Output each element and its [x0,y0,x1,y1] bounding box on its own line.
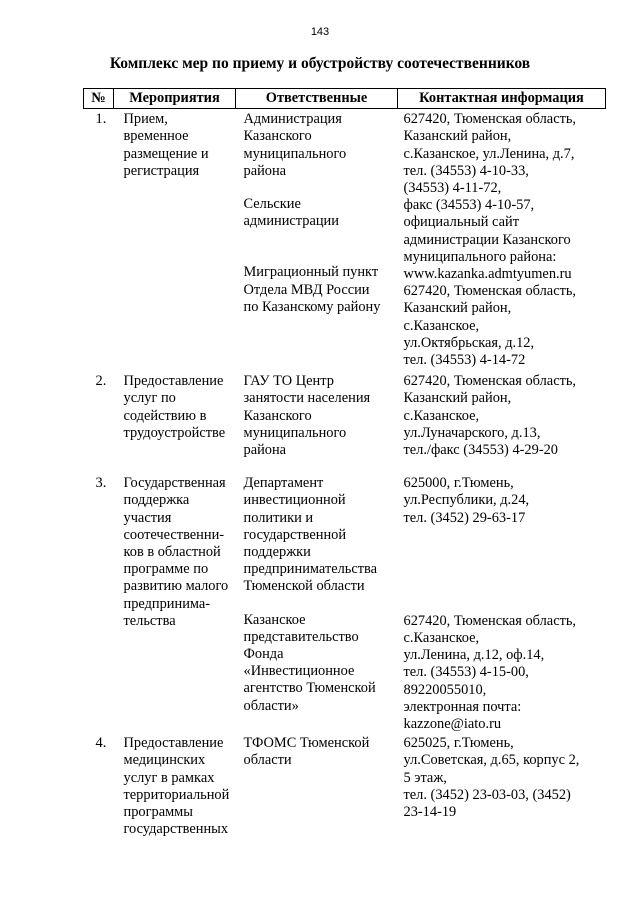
event-cell: Предоставление медицинских услуг в рамках территориальной программы государственных [123,735,230,838]
contact-entry: 627420, Тюменская область, Казанский район, с.Казанское, ул.Луначарского, д.13, тел./факс (34553) 4-29-20 [403,373,577,459]
row-number: 3. [95,475,107,492]
page-number: 143 [310,26,330,38]
event-cell: Прием, временное размещение и регистрация [123,111,209,179]
contact-entry: 627420, Тюменская область, Казанский район, с.Казанское, ул.Октябрьская, д.12, тел. (34553) 4-14-72 [403,283,577,369]
header-num: № [84,89,114,109]
responsible-cell [236,475,398,735]
table-header-row [84,89,606,109]
contact-cell [398,373,606,475]
responsible-entry: Сельские администрации [243,196,339,230]
responsible-entry: ТФОМС Тюменской области [243,735,370,769]
header-event: Мероприятия [114,89,236,109]
row-number: 4. [95,735,107,752]
contact-cell [398,475,606,735]
responsible-entry: Администрация Казанского муниципального района [243,111,347,179]
responsible-cell [236,735,398,855]
header-contact: Контактная информация [398,89,606,109]
measures-table [83,88,606,855]
responsible-entry: Департамент инвестиционной политики и государственной поддержки предпринимательства Тюменской области [243,475,378,595]
contact-entry: 627420, Тюменская область, Казанский район, с.Казанское, ул.Ленина, д.7, тел. (34553) 4-10-33, (34553) 4-11-72, факс (34553) 4-10-57, официальный сайт администрации Казанского муниципального района: www.kazanka.admtyumen.ru [403,111,577,283]
event-cell: Государственная поддержка участия соотечественни- ков в областной программе по развитию малого предпринима- тельства [123,475,229,629]
contact-cell [398,735,606,855]
responsible-cell [236,109,398,374]
contact-entry: 627420, Тюменская область, с.Казанское, ул.Ленина, д.12, оф.14, тел. (34553) 4-15-00, 89220055010, электронная почта: kazzone@iato.ru [403,612,577,733]
contact-cell [398,109,606,374]
table-row [84,735,606,855]
responsible-entry: Казанское представительство Фонда «Инвестиционное агентство Тюменской области» [243,611,376,714]
table-row [84,475,606,735]
row-number: 2. [95,373,107,390]
responsible-entry: Миграционный пункт Отдела МВД России по Казанскому району [243,264,381,315]
document-title: Комплекс мер по приему и обустройству соотечественников [109,55,531,72]
table-row [84,109,606,374]
event-cell: Предоставление услуг по содействию в трудоустройстве [123,373,226,441]
responsible-cell [236,373,398,475]
contact-entry: 625000, г.Тюмень, ул.Республики, д.24, тел. (3452) 29-63-17 [403,475,530,526]
header-responsible: Ответственные [236,89,398,109]
row-number: 1. [95,111,107,128]
contact-entry: 625025, г.Тюмень, ул.Советская, д.65, корпус 2, 5 этаж, тел. (3452) 23-03-03, (3452) 23-14-19 [403,735,580,821]
table-row [84,373,606,475]
responsible-entry: ГАУ ТО Центр занятости населения Казанского муниципального района [243,373,371,459]
